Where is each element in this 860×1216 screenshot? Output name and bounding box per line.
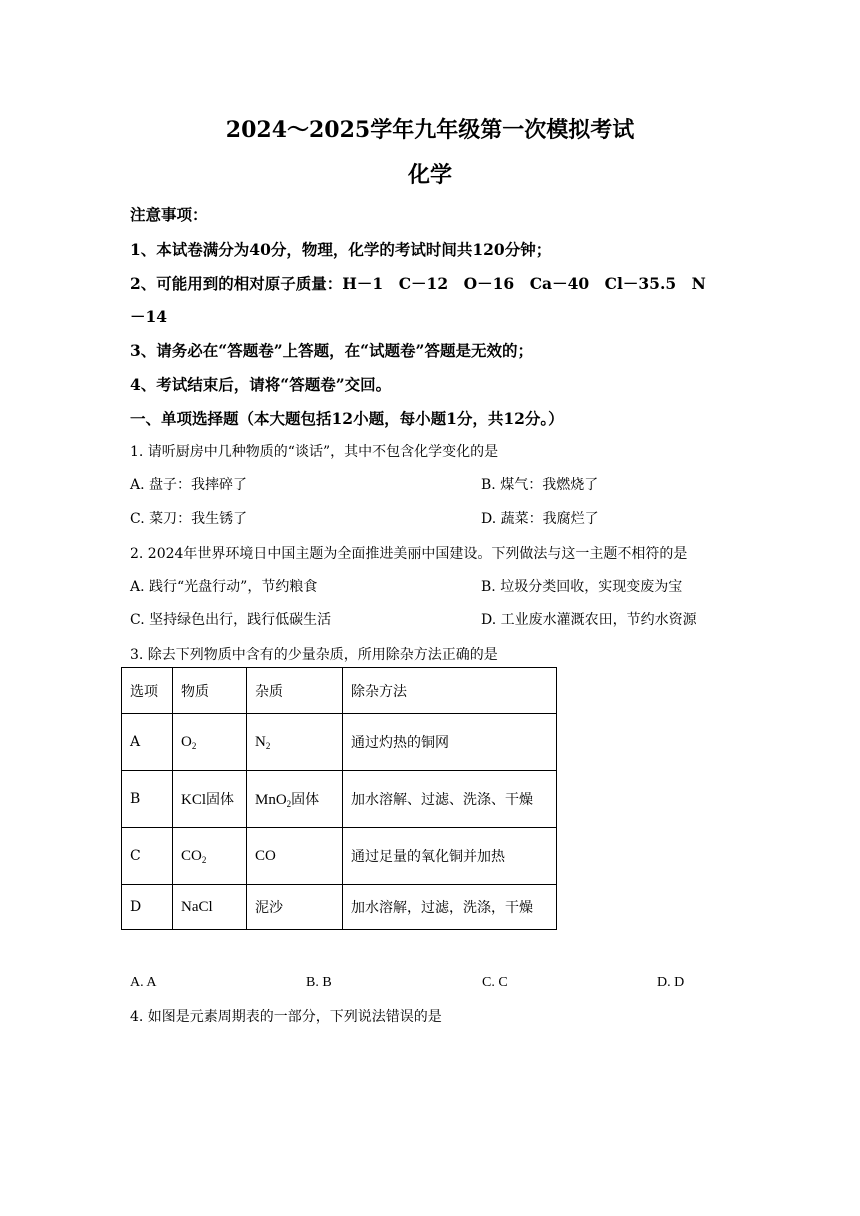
notes-item-2-line-2: －14	[130, 307, 168, 326]
table-cell-substance: KCl固体	[173, 771, 247, 828]
question-1-option-a: A. 盘子：我摔碎了	[130, 477, 248, 493]
question-2-stem: 2. 2024年世界环境日中国主题为全面推进美丽中国建设。下列做法与这一主题不相符的是	[130, 546, 688, 562]
table-cell-impurity: 泥沙	[247, 885, 343, 930]
notes-item-1: 1、本试卷满分为40分，物理，化学的考试时间共120分钟；	[130, 240, 552, 259]
question-4-stem: 4. 如图是元素周期表的一部分，下列说法错误的是	[130, 1009, 442, 1025]
table-cell-substance: NaCl	[173, 885, 247, 930]
table-cell-method: 加水溶解，过滤，洗涤，干燥	[343, 885, 557, 930]
question-1-option-d: D. 蔬菜：我腐烂了	[481, 511, 599, 527]
table-cell-option: B	[122, 771, 173, 828]
table-row	[122, 828, 557, 885]
exam-title: 2024～2025学年九年级第一次模拟考试	[225, 117, 635, 143]
table-cell-impurity: $N_2$	[247, 714, 343, 771]
table-header-cell: 物质	[173, 668, 247, 714]
table-header-cell: 杂质	[247, 668, 343, 714]
table-cell-option: A	[122, 714, 173, 771]
table-cell-method: 通过灼热的铜网	[343, 714, 557, 771]
notes-item-4: 4、考试结束后，请将“答题卷”交回。	[130, 375, 392, 394]
notes-heading: 注意事项：	[130, 205, 208, 224]
question-3-choice-b: B. B	[306, 975, 332, 990]
table-header-row	[122, 668, 557, 714]
table-cell-method: 通过足量的氧化铜并加热	[343, 828, 557, 885]
notes-item-3: 3、请务必在“答题卷”上答题，在“试题卷”答题是无效的；	[130, 341, 533, 360]
notes-item-2-line-1: 2、可能用到的相对原子质量：H－1 C－12 O－16 Ca－40 Cl－35.5 N	[130, 274, 706, 293]
question-2-option-b: B. 垃圾分类回收，实现变废为宝	[481, 579, 683, 595]
table-cell-option: C	[122, 828, 173, 885]
table-header-cell: 除杂方法	[343, 668, 557, 714]
question-3-choice-c: C. C	[482, 975, 508, 990]
question-3-choice-a: A. A	[130, 975, 157, 990]
question-1-stem: 1. 请听厨房中几种物质的“谈话”，其中不包含化学变化的是	[130, 444, 499, 460]
question-3-stem: 3. 除去下列物质中含有的少量杂质，所用除杂方法正确的是	[130, 647, 498, 663]
section-heading: 一、单项选择题（本大题包括12小题，每小题1分，共12分。）	[130, 409, 564, 428]
table-cell-substance: $CO_2$	[173, 828, 247, 885]
table-row	[122, 714, 557, 771]
question-3-choice-d: D. D	[657, 975, 685, 990]
table-row	[122, 771, 557, 828]
question-1-option-c: C. 菜刀：我生锈了	[130, 511, 248, 527]
question-1-option-b: B. 煤气：我燃烧了	[481, 477, 599, 493]
table-cell-option: D	[122, 885, 173, 930]
table-header-cell: 选项	[122, 668, 173, 714]
table-cell-substance: $O_2$	[173, 714, 247, 771]
question-2-option-d: D. 工业废水灌溉农田，节约水资源	[481, 612, 697, 628]
table-cell-impurity: CO	[247, 828, 343, 885]
question-2-option-c: C. 坚持绿色出行，践行低碳生活	[130, 612, 332, 628]
question-2-option-a: A. 践行“光盘行动”，节约粮食	[130, 579, 318, 595]
exam-subject: 化学	[407, 162, 452, 188]
table-cell-method: 加水溶解、过滤、洗涤、干燥	[343, 771, 557, 828]
question-3-table	[121, 667, 557, 930]
table-row	[122, 885, 557, 930]
table-cell-impurity: MnO$_2$固体	[247, 771, 343, 828]
